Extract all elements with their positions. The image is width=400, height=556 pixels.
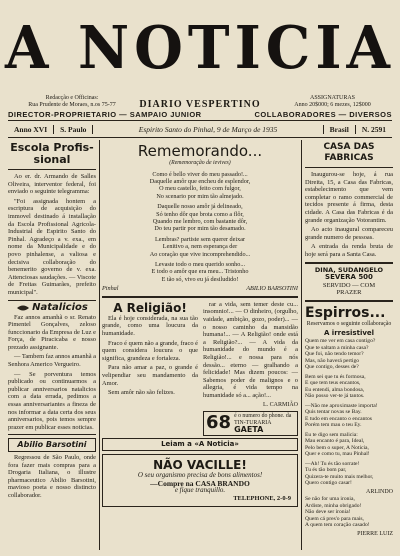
verse-line: Quem cá pres'o para mais, [305, 515, 364, 522]
poem-line: Lembras? partiste sem querer deixar [154, 235, 246, 243]
school-heading: Escola Profis-sional [10, 142, 94, 166]
verse-line: A quem tem coração casado! [305, 522, 370, 529]
religion-p2: Fraco é quem não a grande, fraco é quem considera loucura o que significa, grandeza e fortaleza. [102, 339, 198, 362]
espirros-verse-2 [305, 496, 393, 529]
verse-line: Eu entendi, alma bondosa, [305, 386, 365, 393]
column-divider-2 [301, 140, 302, 550]
birthdays-paragraph-1: Faz annos amanhã o sr. Renato Pimentel Gonçalves, zeloso funccionario da Empresa de Luz e Força, de Piracicaba e nosso prezado assignante. [8, 313, 96, 351]
birthdays-heading-row [8, 301, 96, 313]
school-paragraph-2: "Foi assignada hontem a escriptura de acquisição do immovel destinado á installação da Escola Profissional Agricola-Industrial de Espirito Santo do Pinhal. Agradeço a v. exa., em nome da Municipalidade e do povo pinhalense, a valiosa e decisiva collaboração do benemerito governo de v. exa. Attenciosas saudações. — Viscote de Freitas Guimarães, prefeito municipal". [8, 197, 96, 296]
casa-brando-ad [102, 454, 298, 506]
verse-line: Quizera-te muito mais melhor, [305, 473, 374, 480]
religion-p5: rar a vida, sem temer deste cu... insomnio!... — O dinheiro, (orgulho, vaidade, ambição, gozo, poder)... — o nosso caminho da mansidão humana!... — A Religião! onde está a Religião?... — A vida da humanidade do mundo é a Religião!... e nossa para nós dessão... eterno — gralhando a felicidade! Mas dizem poucos: — Sabemos poder de malignos e o allegria, é vida tempo na humanidade só a... ação!... [203, 300, 298, 399]
religion-p3: Para não amar a paz, o grande é velipendiar seu mandamento da Amor. [102, 364, 198, 387]
poem-line: E todo o amôr que era meu... Tristonho [151, 268, 249, 276]
verse-line: Quis tentar novas se Bay. [305, 409, 362, 416]
issue-year: Anno XVI [8, 125, 54, 134]
casa-paragraph-3: A entrada da renda bruta de hoje será para a Santa Casa. [305, 243, 393, 258]
poem-line: Daquelle nosso amôr já delineado, [157, 203, 243, 211]
irresistivel-heading: A irresistivel [323, 328, 375, 337]
poem-line: Só tenho dôr que brota como a flôr, [156, 210, 244, 218]
tinturaria-text: é o numero do phone. da TIN-TURARIA [234, 413, 292, 426]
vacille-line-2: —Compre na CASA BRANDO [150, 478, 250, 488]
issue-info-bar [8, 122, 392, 136]
poem-line: Como é bello viver do meu passado!... [152, 170, 248, 178]
verse-line: Eu te digo sem malicia: [305, 431, 358, 438]
header-subscriptions [270, 95, 395, 109]
espirros-heading: Espirros... [305, 304, 386, 321]
birthdays-heading: Natalicios [32, 301, 88, 313]
verse-line: Mau encanto é para, Ideal, [305, 438, 365, 445]
birthdays-paragraph-2: — Tambem faz annos amanhã a Senhora Americo Vergueiro. [8, 353, 96, 369]
director-line: DIRECTOR-PROPRIETARIO — SAMPAIO JUNIOR [8, 110, 202, 119]
religion-right [203, 301, 298, 436]
poem-line: Daquelle amôr que encheu de esplendor, [149, 178, 251, 185]
casa-paragraph-1: Inaugurou-se hoje, á rua Direita, 15, a Casa das Fabricas, estabelecimento que vem completar o ramo commercial de tecidos presente á firma, desta cidade. A Casa das Fabricas é da grande organização Votorantim. [305, 171, 393, 224]
column-divider-1 [99, 140, 100, 550]
verse-line: Quero contigo casar! [305, 480, 352, 487]
pierre-signature: PIERRE LUIZ [357, 530, 393, 537]
column-center [102, 142, 298, 550]
poem-line: O meu castello, feito com fulgor, [159, 185, 241, 193]
verse-line: Bem sei que tu és formosa, [305, 373, 366, 380]
tinturaria-ad [203, 411, 298, 435]
ad-prazer: PRAZER [336, 289, 362, 297]
poem-place: Pinhal [102, 285, 119, 293]
header-staff-row [8, 110, 392, 119]
poem-signature-row [102, 285, 298, 293]
ad-dina: DINA, SUDANGELO [314, 265, 384, 274]
poem-body [102, 171, 298, 284]
verse-line: Que foi, não tendo temor? [305, 351, 364, 358]
issue-dateline: Espirito Santo do Pinhal, 9 de Março de 1935 [93, 125, 323, 134]
verse-line: Não deve ser ironia! [305, 509, 351, 516]
vacille-line-3: e fique tranquillo. [174, 486, 226, 495]
verse-line: Que te saltam a minha casa? [305, 344, 369, 351]
abilio-paragraph: Regressou de São Paulo, onde fora fazer mais compras para a Drogaria Italiana, o illustre pharmaceutico Abilio Barsotini, mavioso poeta e nosso distincto collaborador. [8, 454, 96, 499]
verse-line: Não posso ver-te já tantos. [305, 393, 365, 400]
arlindo-signature: ARLINDO [366, 488, 393, 495]
issue-city: S. Paulo [54, 125, 93, 134]
casa-heading: CASA DAS FABRICAS [323, 142, 375, 163]
religion-p4: Sem amôr não são felizes. [108, 389, 175, 397]
verse-line: Tu és tão bom par, [305, 467, 347, 474]
verse-line: —Não me aproximaste importa! [305, 402, 378, 409]
top-rule [8, 120, 392, 121]
poem-line: Quando me lembro, com bastante dôr, [152, 218, 248, 226]
masthead-subtitle: DIARIO VESPERTINO [139, 99, 261, 110]
verse-line: —Ah! Tu és tão sorrate! [305, 460, 360, 467]
masthead-title: A NOTICIA [5, 13, 395, 83]
verse-line: Pelo bem o super, A Noticia, [305, 444, 369, 451]
birthdays-paragraph-3: — Se porventura temos publicado ou continuarmos a publicar anniversarios natalicios com a data errada, pedimos a essas anniversariantes a fineza de nos informar a data certa dos seus anniversarios, pois temos sempre prazer em publicar esses noticias. [8, 370, 96, 431]
vacille-heading: NÃO VACILLE! [153, 458, 247, 473]
ad-severa: SEVERA 500 [325, 273, 373, 282]
header-address [12, 95, 132, 109]
issue-country: Brasil [324, 125, 356, 134]
column-right [305, 142, 393, 550]
verse-line: E que tem teus encantos, [305, 380, 361, 387]
bottom-rule [8, 137, 392, 138]
poem-author: ABILIO BARSOTINI [246, 285, 298, 293]
verse-line: Que contigo, desses de? [305, 364, 359, 371]
poem-line: E tão só, vivo eu já desiludido! [161, 275, 239, 283]
casa-paragraph-2: Ao acto inaugural compareceu grande numero de pessoas. [305, 226, 393, 241]
verse-line: Se não for uma ironia, [305, 496, 355, 503]
espirros-verse [305, 338, 393, 487]
poem-line: Ao coração que vive incomprehendido... [149, 250, 251, 258]
subscriptions-prices: Anno 20$000; 6 mezes, 12$000 [294, 102, 371, 108]
tinturaria-number: 68 [206, 412, 232, 434]
abilio-heading: Abilio Barsotini [8, 438, 96, 452]
verse-line: Porém tem mau o teu Ey. [305, 422, 362, 429]
vacille-phone: TELEPHONE, 2-0-9 [233, 494, 291, 502]
verse-line: E tudo em encanto o encantos [305, 415, 372, 422]
subscriptions-title: ASSIGNATURAS [309, 95, 355, 101]
leiam-banner: Leiam a «A Noticia» [102, 438, 298, 452]
address-line-2: Rua Prudente de Moraes, n.os 75-77 [28, 102, 116, 108]
verse-line: Ardiste, minha obrigado! [305, 502, 362, 509]
poem-line: Lenitivo a, nem esperança der [162, 243, 238, 251]
leaf-ornament-icon [16, 304, 30, 312]
poem-subtitle: (Rememoração de ievives) [169, 160, 231, 166]
espirros-subtitle: Reservamos o seguinte collaboração [306, 320, 392, 327]
vacille-line-1: O seu organismo precisa de bons alimentos! [137, 471, 263, 480]
religion-block [102, 301, 298, 436]
issue-number: N. 2591 [361, 124, 386, 134]
ad-servido: SERVIDO — COM [322, 281, 376, 289]
verse-line: Quer e como tu, mau Pinhal! [305, 451, 370, 458]
school-paragraph-1: Ao er. dr. Armando de Salles Oliveira, interventor federal, foi enviado o seguinte telegramma: [8, 173, 96, 196]
religion-heading: A Religião! [113, 300, 187, 315]
poem-line: Do teu partir por mim tão desamado. [154, 225, 246, 233]
poem-heading: Rememorando... [137, 142, 263, 160]
address-line-1: Redacção e Officinas: [45, 95, 99, 101]
verse-line: Mas, não haverá pertigo [305, 357, 360, 364]
column-left [8, 142, 96, 550]
religion-p1: Ela é hoje considerada, na sua tão grande, como uma loucura da humanidade. [102, 314, 198, 338]
religion-left [102, 301, 198, 436]
religion-signature: L. CARMIÃO [262, 401, 298, 408]
collaborators-line: COLLABORADORES — DIVERSOS [254, 110, 392, 119]
poem-line: Levaste todo o meu querido sonho... [154, 261, 246, 269]
poem-line: No scenario por mim tão almejado. [156, 192, 244, 200]
tinturaria-brand: GAETA [234, 424, 264, 434]
verse-line: Quem me ver em casa contigo? [305, 338, 376, 345]
